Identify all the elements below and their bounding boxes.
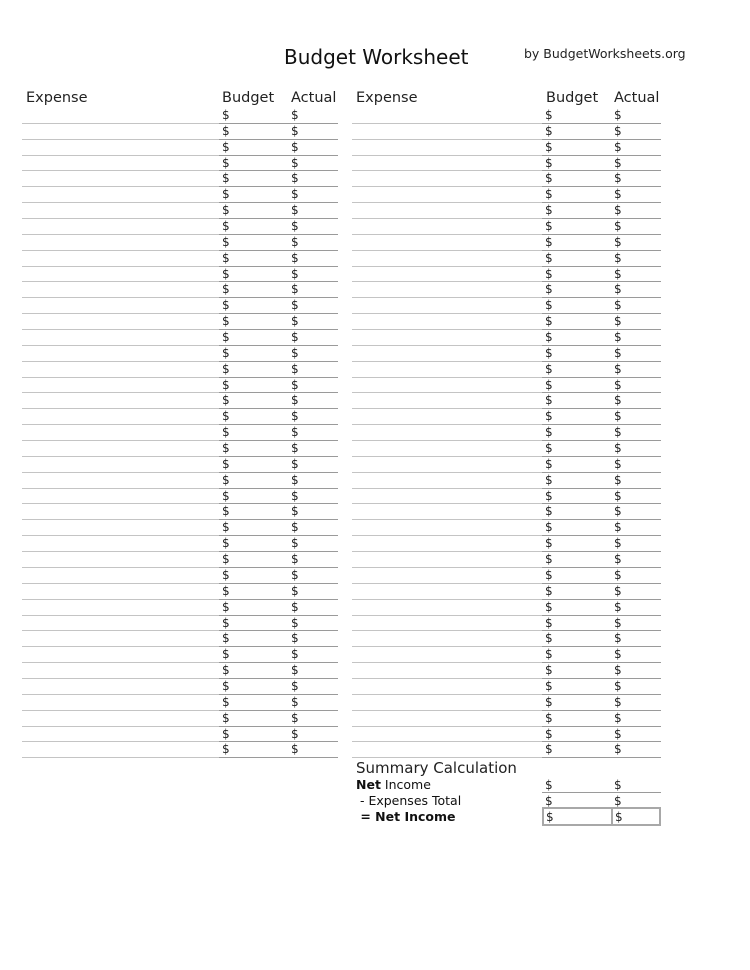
budget-cell[interactable]: $	[222, 393, 230, 408]
table-row[interactable]	[352, 346, 661, 362]
table-row[interactable]	[22, 187, 338, 203]
byline: by BudgetWorksheets.org	[524, 46, 686, 61]
actual-cell[interactable]: $	[614, 298, 622, 313]
actual-cell[interactable]: $	[291, 472, 299, 487]
actual-cell[interactable]: $	[614, 266, 622, 281]
table-row[interactable]	[22, 647, 338, 663]
budget-cell[interactable]: $	[545, 282, 553, 297]
actual-cell[interactable]: $	[614, 472, 622, 487]
budget-cell[interactable]: $	[545, 726, 553, 741]
budget-cell[interactable]: $	[545, 330, 553, 345]
table-row[interactable]	[352, 219, 661, 235]
table-row[interactable]	[352, 647, 661, 663]
left-actual-header: Actual	[291, 90, 337, 106]
table-row[interactable]	[352, 298, 661, 314]
actual-cell[interactable]: $	[614, 219, 622, 234]
budget-cell[interactable]: $	[222, 583, 230, 598]
net-income-budget-value: $	[546, 810, 554, 824]
summary-expenses-total-label: - Expenses Total	[356, 793, 462, 808]
actual-cell[interactable]: $	[614, 139, 622, 154]
table-row[interactable]	[352, 520, 661, 536]
table-row[interactable]	[22, 568, 338, 584]
budget-cell[interactable]: $	[545, 266, 553, 281]
table-row[interactable]	[22, 742, 338, 758]
table-row[interactable]	[352, 330, 661, 346]
budget-cell[interactable]: $	[545, 663, 553, 678]
actual-cell[interactable]: $	[291, 266, 299, 281]
summary-rule	[542, 792, 661, 793]
actual-cell[interactable]: $	[291, 663, 299, 678]
table-row[interactable]	[22, 600, 338, 616]
actual-cell[interactable]: $	[291, 583, 299, 598]
actual-cell[interactable]: $	[614, 345, 622, 360]
table-row[interactable]	[22, 378, 338, 394]
table-row[interactable]	[352, 378, 661, 394]
budget-cell[interactable]: $	[545, 710, 553, 725]
actual-cell[interactable]: $	[291, 282, 299, 297]
budget-cell[interactable]: $	[222, 361, 230, 376]
table-row[interactable]	[352, 282, 661, 298]
actual-cell[interactable]: $	[614, 123, 622, 138]
table-row[interactable]	[22, 171, 338, 187]
table-row[interactable]	[352, 124, 661, 140]
summary-expenses-actual[interactable]: $	[614, 794, 622, 808]
table-row[interactable]	[352, 695, 661, 711]
table-row[interactable]	[22, 457, 338, 473]
table-row[interactable]	[352, 536, 661, 552]
actual-cell[interactable]: $	[291, 108, 299, 122]
budget-cell[interactable]: $	[545, 456, 553, 471]
actual-cell[interactable]: $	[614, 694, 622, 709]
actual-cell[interactable]: $	[291, 710, 299, 725]
actual-cell[interactable]: $	[614, 282, 622, 297]
actual-cell[interactable]: $	[614, 710, 622, 725]
budget-cell[interactable]: $	[545, 504, 553, 519]
budget-cell[interactable]: $	[222, 139, 230, 154]
table-row[interactable]	[352, 108, 661, 124]
budget-cell[interactable]: $	[545, 298, 553, 313]
left-budget-header: Budget	[222, 90, 275, 106]
budget-cell[interactable]: $	[222, 377, 230, 392]
table-row[interactable]	[352, 727, 661, 743]
summary-net-bold: Net	[356, 777, 381, 792]
actual-cell[interactable]: $	[614, 567, 622, 582]
budget-cell[interactable]: $	[545, 472, 553, 487]
budget-cell[interactable]: $	[222, 171, 230, 186]
actual-cell[interactable]: $	[291, 678, 299, 693]
right-budget-header: Budget	[546, 90, 599, 106]
actual-cell[interactable]: $	[614, 234, 622, 249]
actual-cell[interactable]: $	[291, 314, 299, 329]
actual-cell[interactable]: $	[291, 330, 299, 345]
table-row[interactable]	[352, 409, 661, 425]
amount-rule	[219, 757, 338, 758]
summary-net-income-result-text: = Net Income	[356, 809, 456, 824]
table-row[interactable]	[22, 251, 338, 267]
actual-cell[interactable]: $	[614, 520, 622, 535]
actual-cell[interactable]: $	[291, 234, 299, 249]
actual-cell[interactable]: $	[614, 330, 622, 345]
budget-cell[interactable]: $	[222, 123, 230, 138]
budget-cell[interactable]: $	[545, 409, 553, 424]
budget-cell[interactable]: $	[222, 234, 230, 249]
budget-cell[interactable]: $	[222, 409, 230, 424]
budget-cell[interactable]: $	[545, 647, 553, 662]
table-row[interactable]	[352, 663, 661, 679]
budget-cell[interactable]: $	[545, 314, 553, 329]
right-expense-header: Expense	[356, 90, 418, 106]
actual-cell[interactable]: $	[614, 678, 622, 693]
actual-cell[interactable]: $	[291, 456, 299, 471]
actual-cell[interactable]: $	[614, 615, 622, 630]
budget-cell[interactable]: $	[545, 171, 553, 186]
actual-cell[interactable]: $	[291, 425, 299, 440]
budget-cell[interactable]: $	[222, 663, 230, 678]
actual-cell[interactable]: $	[291, 615, 299, 630]
table-row[interactable]	[22, 663, 338, 679]
budget-cell[interactable]: $	[545, 108, 553, 122]
table-row[interactable]	[352, 711, 661, 727]
table-row[interactable]	[352, 362, 661, 378]
actual-cell[interactable]: $	[614, 187, 622, 202]
actual-cell[interactable]: $	[614, 456, 622, 471]
actual-cell[interactable]: $	[614, 504, 622, 519]
actual-cell[interactable]: $	[291, 139, 299, 154]
actual-cell[interactable]: $	[291, 631, 299, 646]
table-row[interactable]	[352, 203, 661, 219]
actual-cell[interactable]: $	[291, 726, 299, 741]
table-row[interactable]	[352, 140, 661, 156]
actual-cell[interactable]: $	[291, 377, 299, 392]
summary-income-budget[interactable]: $	[545, 778, 553, 792]
table-row[interactable]	[22, 330, 338, 346]
budget-cell[interactable]: $	[545, 393, 553, 408]
summary-income-actual[interactable]: $	[614, 778, 622, 792]
summary-expenses-budget[interactable]: $	[545, 794, 553, 808]
budget-cell[interactable]: $	[222, 282, 230, 297]
budget-cell[interactable]: $	[545, 583, 553, 598]
budget-cell[interactable]: $	[545, 345, 553, 360]
budget-cell[interactable]: $	[545, 361, 553, 376]
actual-cell[interactable]: $	[291, 488, 299, 503]
budget-cell[interactable]: $	[222, 425, 230, 440]
budget-cell[interactable]: $	[222, 250, 230, 265]
budget-cell[interactable]: $	[222, 456, 230, 471]
table-row[interactable]	[22, 203, 338, 219]
table-row[interactable]	[22, 473, 338, 489]
actual-cell[interactable]: $	[614, 599, 622, 614]
budget-cell[interactable]: $	[222, 314, 230, 329]
actual-cell[interactable]: $	[291, 250, 299, 265]
budget-cell[interactable]: $	[545, 139, 553, 154]
actual-cell[interactable]: $	[614, 441, 622, 456]
budget-cell[interactable]: $	[545, 520, 553, 535]
table-row[interactable]	[352, 552, 661, 568]
budget-cell[interactable]: $	[545, 123, 553, 138]
budget-cell[interactable]: $	[222, 330, 230, 345]
budget-cell[interactable]: $	[545, 631, 553, 646]
table-row[interactable]	[22, 298, 338, 314]
expense-rule	[22, 757, 219, 758]
actual-cell[interactable]: $	[291, 742, 299, 757]
table-row[interactable]	[22, 616, 338, 632]
budget-cell[interactable]: $	[222, 488, 230, 503]
table-row[interactable]	[352, 631, 661, 647]
budget-cell[interactable]: $	[222, 567, 230, 582]
budget-cell[interactable]: $	[222, 472, 230, 487]
budget-cell[interactable]: $	[222, 631, 230, 646]
budget-cell[interactable]: $	[545, 678, 553, 693]
budget-cell[interactable]: $	[545, 615, 553, 630]
actual-cell[interactable]: $	[614, 536, 622, 551]
actual-cell[interactable]: $	[614, 726, 622, 741]
actual-cell[interactable]: $	[291, 552, 299, 567]
budget-cell[interactable]: $	[545, 203, 553, 218]
net-income-actual-box[interactable]	[611, 807, 661, 826]
table-row[interactable]	[22, 711, 338, 727]
actual-cell[interactable]: $	[614, 314, 622, 329]
budget-cell[interactable]: $	[545, 425, 553, 440]
actual-cell[interactable]: $	[614, 552, 622, 567]
actual-cell[interactable]: $	[614, 742, 622, 757]
actual-cell[interactable]: $	[291, 298, 299, 313]
actual-cell[interactable]: $	[614, 488, 622, 503]
table-row[interactable]	[22, 489, 338, 505]
actual-cell[interactable]: $	[291, 345, 299, 360]
summary-title: Summary Calculation	[356, 759, 517, 777]
actual-cell[interactable]: $	[614, 631, 622, 646]
actual-cell[interactable]: $	[614, 409, 622, 424]
budget-cell[interactable]: $	[545, 567, 553, 582]
budget-cell[interactable]: $	[545, 441, 553, 456]
table-row[interactable]	[22, 108, 338, 124]
budget-cell[interactable]: $	[222, 155, 230, 170]
right-expense-table	[352, 108, 661, 758]
table-row[interactable]	[22, 695, 338, 711]
budget-cell[interactable]: $	[545, 234, 553, 249]
actual-cell[interactable]: $	[614, 108, 622, 122]
budget-cell[interactable]: $	[222, 710, 230, 725]
table-row[interactable]	[22, 314, 338, 330]
actual-cell[interactable]: $	[614, 583, 622, 598]
budget-cell[interactable]: $	[545, 155, 553, 170]
table-row[interactable]	[22, 140, 338, 156]
actual-cell[interactable]: $	[291, 155, 299, 170]
table-row[interactable]	[352, 235, 661, 251]
summary-net-income-result-label	[356, 809, 456, 824]
table-row[interactable]	[352, 489, 661, 505]
budget-cell[interactable]: $	[222, 536, 230, 551]
budget-cell[interactable]: $	[222, 678, 230, 693]
budget-cell[interactable]: $	[545, 187, 553, 202]
table-row[interactable]	[352, 187, 661, 203]
table-row[interactable]	[352, 504, 661, 520]
actual-cell[interactable]: $	[614, 663, 622, 678]
left-expense-header: Expense	[26, 90, 88, 106]
actual-cell[interactable]: $	[614, 203, 622, 218]
actual-cell[interactable]: $	[291, 694, 299, 709]
budget-cell[interactable]: $	[222, 647, 230, 662]
table-row[interactable]	[352, 267, 661, 283]
actual-cell[interactable]: $	[291, 187, 299, 202]
budget-cell[interactable]: $	[545, 219, 553, 234]
table-row[interactable]	[352, 314, 661, 330]
table-row[interactable]	[22, 552, 338, 568]
table-row[interactable]	[352, 457, 661, 473]
budget-cell[interactable]: $	[545, 488, 553, 503]
budget-cell[interactable]: $	[222, 108, 230, 122]
budget-cell[interactable]: $	[545, 536, 553, 551]
table-row[interactable]	[352, 473, 661, 489]
actual-cell[interactable]: $	[614, 171, 622, 186]
net-income-actual-value: $	[615, 810, 623, 824]
right-actual-header: Actual	[614, 90, 660, 106]
table-row[interactable]	[22, 504, 338, 520]
budget-cell[interactable]: $	[222, 552, 230, 567]
budget-cell[interactable]: $	[222, 504, 230, 519]
budget-cell[interactable]: $	[222, 599, 230, 614]
budget-cell[interactable]: $	[222, 298, 230, 313]
actual-cell[interactable]: $	[291, 504, 299, 519]
budget-cell[interactable]: $	[222, 345, 230, 360]
actual-cell[interactable]: $	[291, 520, 299, 535]
budget-cell[interactable]: $	[222, 694, 230, 709]
table-row[interactable]	[352, 171, 661, 187]
actual-cell[interactable]: $	[614, 250, 622, 265]
left-expense-table	[22, 108, 338, 758]
table-row[interactable]	[22, 124, 338, 140]
actual-cell[interactable]: $	[614, 155, 622, 170]
table-row[interactable]	[22, 219, 338, 235]
budget-cell[interactable]: $	[222, 219, 230, 234]
table-row[interactable]	[22, 425, 338, 441]
actual-cell[interactable]: $	[614, 393, 622, 408]
actual-cell[interactable]: $	[291, 599, 299, 614]
actual-cell[interactable]: $	[291, 393, 299, 408]
table-row[interactable]	[22, 409, 338, 425]
table-row[interactable]	[22, 393, 338, 409]
budget-cell[interactable]: $	[545, 599, 553, 614]
table-row[interactable]	[352, 600, 661, 616]
actual-cell[interactable]: $	[291, 171, 299, 186]
table-row[interactable]	[22, 362, 338, 378]
budget-cell[interactable]: $	[545, 694, 553, 709]
actual-cell[interactable]: $	[291, 567, 299, 582]
actual-cell[interactable]: $	[291, 123, 299, 138]
page-title: Budget Worksheet	[284, 45, 469, 69]
table-row[interactable]	[352, 425, 661, 441]
budget-cell[interactable]: $	[545, 552, 553, 567]
budget-cell[interactable]: $	[222, 615, 230, 630]
budget-cell[interactable]: $	[222, 203, 230, 218]
table-row[interactable]	[352, 584, 661, 600]
summary-income-text: Income	[380, 777, 431, 792]
table-row[interactable]	[22, 156, 338, 172]
actual-cell[interactable]: $	[614, 361, 622, 376]
actual-cell[interactable]: $	[291, 361, 299, 376]
table-row[interactable]	[352, 441, 661, 457]
table-row[interactable]	[352, 393, 661, 409]
budget-cell[interactable]: $	[222, 441, 230, 456]
actual-cell[interactable]: $	[291, 647, 299, 662]
actual-cell[interactable]: $	[291, 219, 299, 234]
table-row[interactable]	[352, 742, 661, 758]
actual-cell[interactable]: $	[614, 377, 622, 392]
table-row[interactable]	[22, 267, 338, 283]
net-income-budget-box[interactable]	[542, 807, 613, 826]
table-row[interactable]	[22, 520, 338, 536]
summary-net-income-label	[356, 777, 431, 792]
actual-cell[interactable]: $	[291, 409, 299, 424]
actual-cell[interactable]: $	[291, 536, 299, 551]
budget-cell[interactable]: $	[222, 520, 230, 535]
table-row[interactable]	[22, 282, 338, 298]
budget-cell[interactable]: $	[222, 266, 230, 281]
table-row[interactable]	[22, 584, 338, 600]
table-row[interactable]	[22, 631, 338, 647]
actual-cell[interactable]: $	[614, 647, 622, 662]
actual-cell[interactable]: $	[291, 441, 299, 456]
table-row[interactable]	[22, 235, 338, 251]
budget-cell[interactable]: $	[222, 742, 230, 757]
actual-cell[interactable]: $	[291, 203, 299, 218]
table-row[interactable]	[352, 679, 661, 695]
actual-cell[interactable]: $	[614, 425, 622, 440]
table-row[interactable]	[352, 156, 661, 172]
amount-rule	[542, 757, 661, 758]
budget-cell[interactable]: $	[545, 742, 553, 757]
table-row[interactable]	[22, 679, 338, 695]
table-row[interactable]	[22, 346, 338, 362]
table-row[interactable]	[352, 251, 661, 267]
budget-cell[interactable]: $	[222, 726, 230, 741]
budget-cell[interactable]: $	[222, 187, 230, 202]
table-row[interactable]	[22, 727, 338, 743]
table-row[interactable]	[22, 441, 338, 457]
table-row[interactable]	[352, 616, 661, 632]
table-row[interactable]	[22, 536, 338, 552]
budget-cell[interactable]: $	[545, 250, 553, 265]
table-row[interactable]	[352, 568, 661, 584]
budget-cell[interactable]: $	[545, 377, 553, 392]
